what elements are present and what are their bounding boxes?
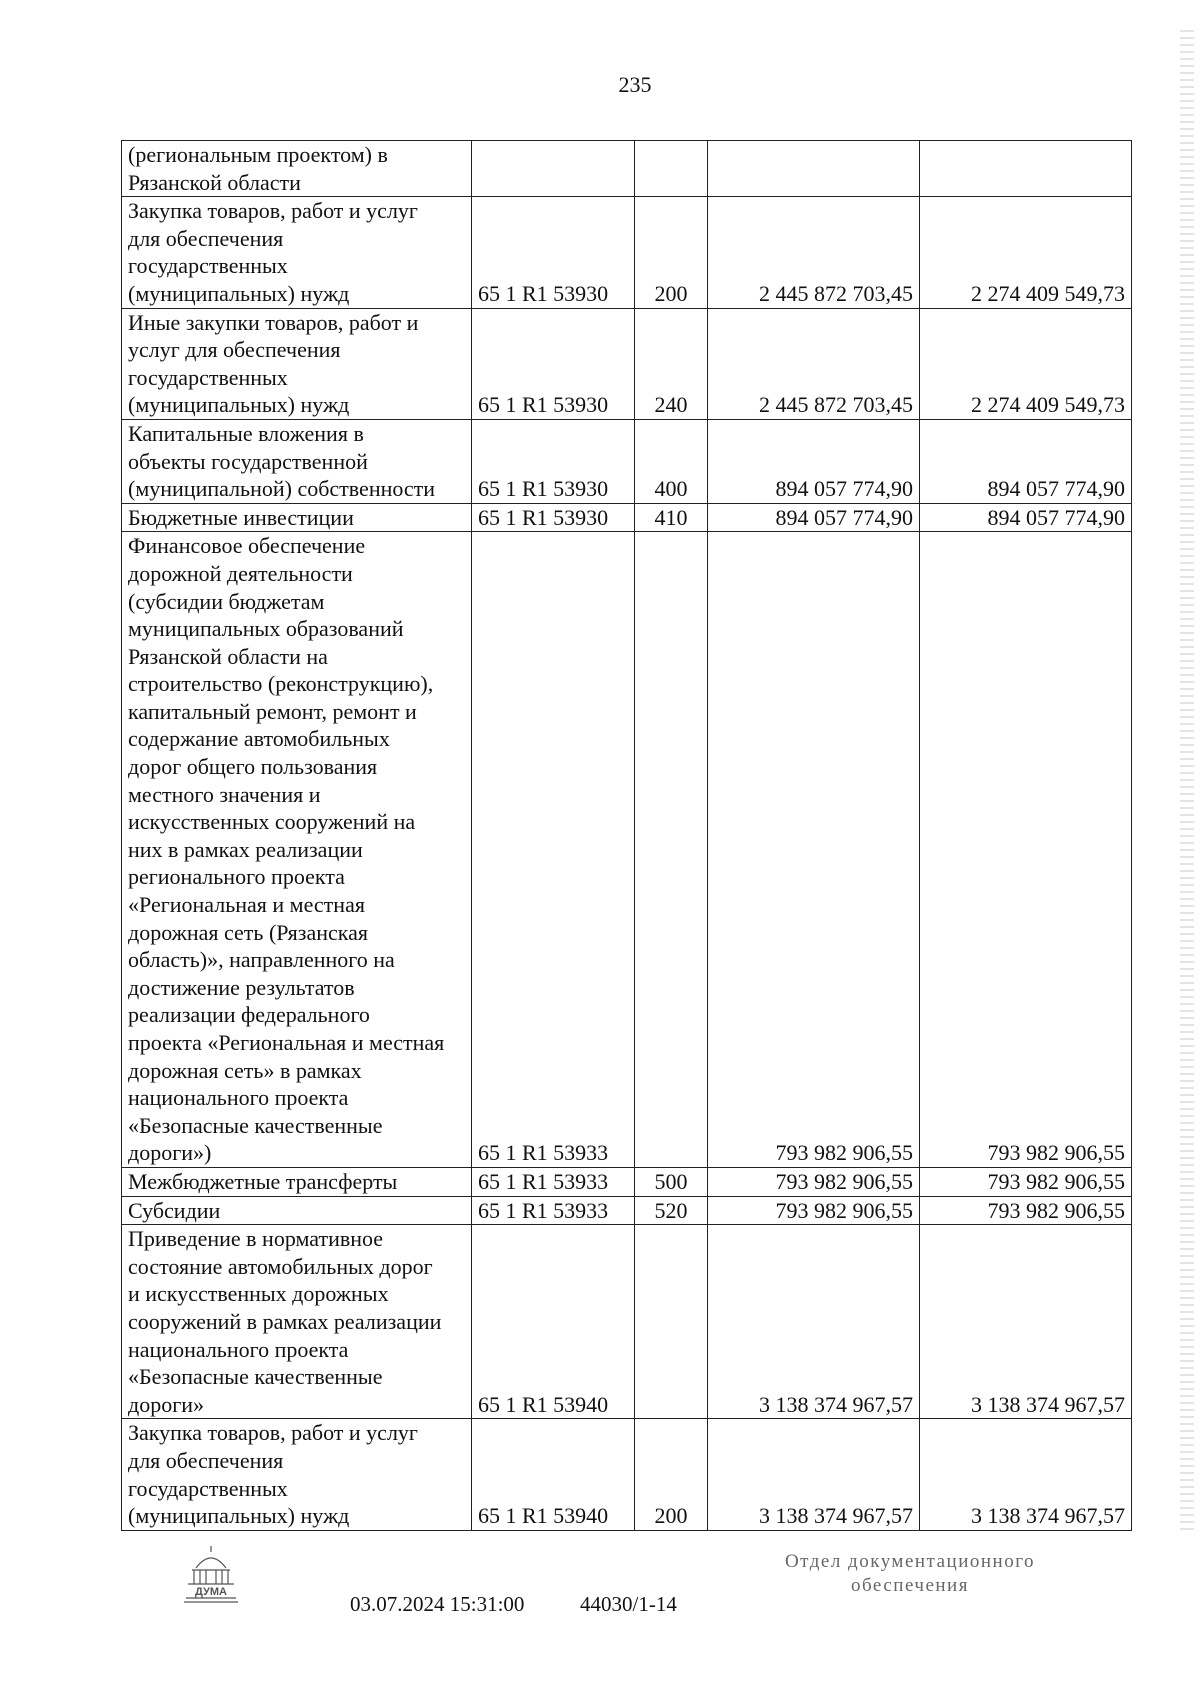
cell-sum-2: 894 057 774,90	[920, 419, 1132, 503]
cell-name-line: Межбюджетные трансферты	[128, 1168, 398, 1194]
cell-name-line: строительство (реконструкцию),	[128, 671, 434, 697]
cell-name-line: них в рамках реализации	[128, 836, 363, 862]
cell-sum-1: 3 138 374 967,57	[708, 1225, 920, 1419]
budget-table	[121, 140, 1132, 1531]
cell-expense-type	[635, 532, 708, 1168]
cell-expense-type: 500	[635, 1167, 708, 1196]
cell-name	[122, 141, 472, 197]
cell-name-line: дорожная сеть (Рязанская	[128, 919, 369, 945]
table-row	[122, 1225, 1132, 1419]
cell-name	[122, 308, 472, 419]
cell-name-line: достижение результатов	[128, 974, 355, 1000]
table-row	[122, 1167, 1132, 1196]
department-stamp-line: обеспечения	[851, 1575, 969, 1596]
table-row	[122, 141, 1132, 197]
cell-name-line: реализации федерального	[128, 1002, 370, 1028]
cell-name	[122, 1167, 472, 1196]
cell-name-line: государственных	[128, 364, 288, 390]
cell-sum-2: 793 982 906,55	[920, 532, 1132, 1168]
cell-name-line: «Безопасные качественные	[128, 1112, 383, 1138]
cell-name	[122, 532, 472, 1168]
cell-sum-2: 3 138 374 967,57	[920, 1419, 1132, 1530]
cell-name-line: состояние автомобильных дорог	[128, 1253, 433, 1279]
cell-expense-type	[635, 141, 708, 197]
table-row	[122, 503, 1132, 532]
cell-name-line: Приведение в нормативное	[128, 1226, 384, 1252]
cell-code: 65 1 R1 53933	[472, 1196, 635, 1225]
cell-name-line: дорожной деятельности	[128, 560, 353, 586]
cell-name-line: национального проекта	[128, 1336, 349, 1362]
cell-name-line: (муниципальных) нужд	[128, 392, 350, 418]
cell-name-line: Закупка товаров, работ и услуг	[128, 198, 418, 224]
cell-expense-type: 200	[635, 197, 708, 308]
cell-sum-1: 894 057 774,90	[708, 419, 920, 503]
cell-code: 65 1 R1 53933	[472, 1167, 635, 1196]
cell-name-line: (муниципальной) собственности	[128, 476, 436, 502]
cell-code: 65 1 R1 53940	[472, 1225, 635, 1419]
budget-table-body	[122, 141, 1132, 1531]
cell-sum-2: 2 274 409 549,73	[920, 197, 1132, 308]
cell-name-line: дорожная сеть» в рамках	[128, 1057, 362, 1083]
cell-name-line: государственных	[128, 253, 288, 279]
cell-expense-type: 410	[635, 503, 708, 532]
cell-sum-2: 894 057 774,90	[920, 503, 1132, 532]
cell-sum-1: 894 057 774,90	[708, 503, 920, 532]
cell-sum-1	[708, 141, 920, 197]
cell-sum-2: 3 138 374 967,57	[920, 1225, 1132, 1419]
cell-name-line: государственных	[128, 1475, 288, 1501]
cell-name-line: Рязанской области на	[128, 643, 328, 669]
cell-name-line: для обеспечения	[128, 225, 284, 251]
cell-expense-type: 200	[635, 1419, 708, 1530]
cell-sum-2: 793 982 906,55	[920, 1196, 1132, 1225]
duma-building-icon	[178, 1540, 244, 1608]
cell-name-line: Рязанской области	[128, 169, 301, 195]
cell-name-line: Иные закупки товаров, работ и	[128, 309, 419, 335]
cell-name-line: (муниципальных) нужд	[128, 1503, 350, 1529]
cell-name-line: дороги»	[128, 1391, 204, 1417]
cell-sum-2: 793 982 906,55	[920, 1167, 1132, 1196]
cell-name-line: местного значения и	[128, 781, 321, 807]
cell-sum-2: 2 274 409 549,73	[920, 308, 1132, 419]
cell-name-line: дорог общего пользования	[128, 754, 378, 780]
cell-sum-1: 3 138 374 967,57	[708, 1419, 920, 1530]
duma-logo-text: ДУМА	[195, 1586, 227, 1598]
scan-edge-artifact	[1180, 30, 1194, 1530]
cell-name	[122, 1225, 472, 1419]
cell-name-line: проекта «Региональная и местная	[128, 1030, 445, 1055]
cell-name-line: услуг для обеспечения	[128, 337, 341, 363]
cell-sum-1: 2 445 872 703,45	[708, 197, 920, 308]
department-stamp-line: Отдел документационного	[784, 1551, 1036, 1572]
cell-sum-1: 793 982 906,55	[708, 1196, 920, 1225]
table-row	[122, 1196, 1132, 1225]
cell-expense-type: 520	[635, 1196, 708, 1225]
duma-logo	[178, 1540, 244, 1608]
cell-code	[472, 141, 635, 197]
cell-name	[122, 419, 472, 503]
cell-code: 65 1 R1 53930	[472, 197, 635, 308]
cell-sum-1: 793 982 906,55	[708, 1167, 920, 1196]
registration-number: 44030/1-14	[580, 1592, 677, 1616]
cell-name-line: содержание автомобильных	[128, 726, 390, 752]
cell-name-line: дороги»)	[128, 1140, 212, 1166]
cell-name-line: Капитальные вложения в	[128, 420, 364, 446]
cell-name-line: сооружений в рамках реализации	[128, 1308, 442, 1334]
cell-code: 65 1 R1 53930	[472, 419, 635, 503]
page-number: 235	[618, 72, 652, 97]
cell-expense-type: 240	[635, 308, 708, 419]
cell-name-line: и искусственных дорожных	[128, 1281, 389, 1307]
cell-code: 65 1 R1 53930	[472, 503, 635, 532]
cell-name	[122, 197, 472, 308]
cell-name-line: муниципальных образований	[128, 616, 404, 642]
registration-date: 03.07.2024 15:31:00	[350, 1592, 525, 1616]
table-row	[122, 419, 1132, 503]
cell-name-line: (муниципальных) нужд	[128, 280, 350, 306]
cell-name-line: Финансовое обеспечение	[128, 533, 366, 559]
cell-name	[122, 503, 472, 532]
cell-sum-1: 2 445 872 703,45	[708, 308, 920, 419]
cell-code: 65 1 R1 53940	[472, 1419, 635, 1530]
table-row	[122, 197, 1132, 308]
cell-code: 65 1 R1 53930	[472, 308, 635, 419]
cell-name-line: искусственных сооружений на	[128, 809, 416, 835]
cell-name-line: Закупка товаров, работ и услуг	[128, 1420, 418, 1446]
table-row	[122, 308, 1132, 419]
cell-name	[122, 1196, 472, 1225]
cell-name-line: регионального проекта	[128, 864, 345, 890]
cell-name-line: Бюджетные инвестиции	[128, 504, 354, 530]
cell-name-line: (субсидии бюджетам	[128, 588, 325, 614]
cell-name-line: национального проекта	[128, 1085, 349, 1111]
cell-name-line: капитальный ремонт, ремонт и	[128, 698, 417, 724]
cell-sum-1: 793 982 906,55	[708, 532, 920, 1168]
cell-expense-type	[635, 1225, 708, 1419]
cell-name-line: (региональным проектом) в	[128, 142, 388, 167]
cell-code: 65 1 R1 53933	[472, 532, 635, 1168]
table-row	[122, 532, 1132, 1168]
cell-name-line: «Региональная и местная	[128, 892, 365, 918]
cell-name-line: область)», направленного на	[128, 947, 395, 973]
cell-name-line: объекты государственной	[128, 448, 368, 474]
cell-name-line: Субсидии	[128, 1197, 221, 1223]
cell-expense-type: 400	[635, 419, 708, 503]
cell-name-line: для обеспечения	[128, 1447, 284, 1473]
department-stamp	[760, 1550, 1060, 1598]
cell-name-line: «Безопасные качественные	[128, 1364, 383, 1390]
cell-sum-2	[920, 141, 1132, 197]
document-footer	[0, 1510, 1200, 1650]
